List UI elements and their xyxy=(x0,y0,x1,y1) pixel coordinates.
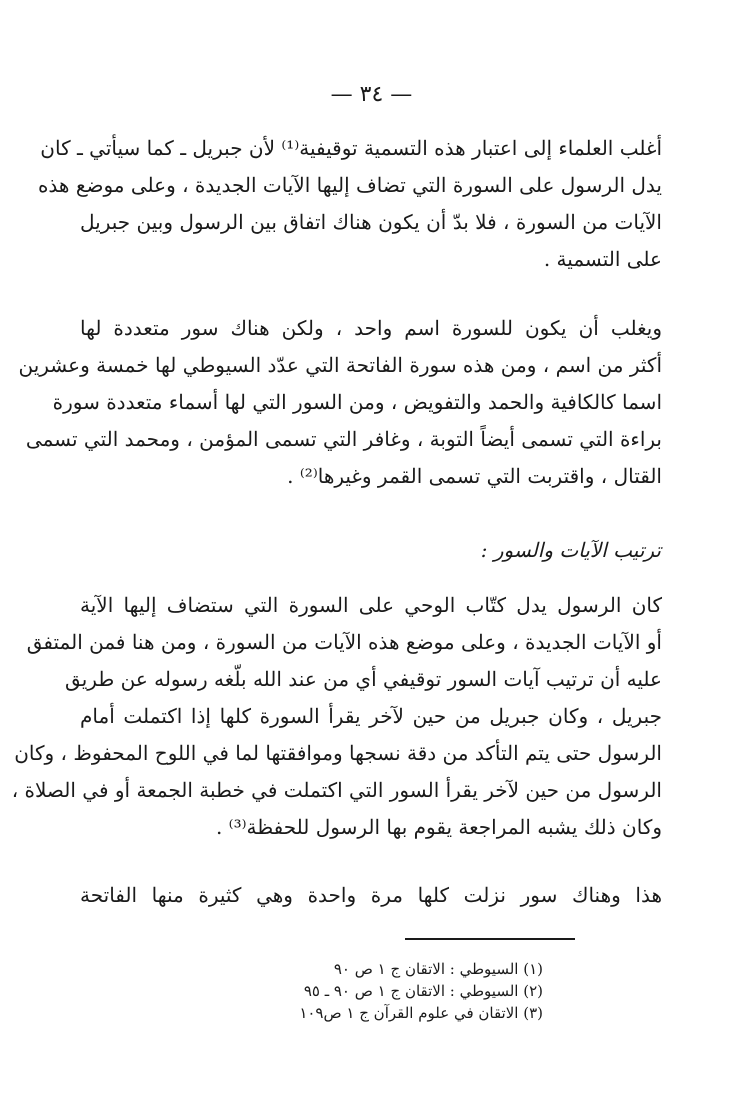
text-line: ويغلب أن يكون للسورة اسم واحد ، ولكن هناك سور متعددة لها xyxy=(80,316,662,340)
footnote-1: (١) السيوطي : الاتقان ج ١ ص ٩٠ xyxy=(333,960,543,978)
text-line: كان الرسول يدل كتّاب الوحي على السورة التي ستضاف إليها الآية xyxy=(80,593,662,617)
footnotes xyxy=(299,958,543,1024)
footnote-3: (٣) الاتقان في علوم القرآن ج ١ ص١٠٩ xyxy=(299,1004,543,1022)
text-line: أو الآيات الجديدة ، وعلى موضع هذه الآيات من السورة ، ومن هنا فمن المتفق xyxy=(26,630,662,654)
section-heading: ترتيب الآيات والسور : xyxy=(480,538,661,562)
text-line: على التسمية . xyxy=(543,247,662,271)
text-line: وكان ذلك يشبه المراجعة يقوم بها الرسول للحفظة⁽³⁾ . xyxy=(215,815,662,839)
text-line: اسما كالكافية والحمد والتفويض ، ومن السور التي لها أسماء متعددة سورة xyxy=(52,390,662,414)
text-line: أغلب العلماء إلى اعتبار هذه التسمية توقيفية⁽¹⁾ لأن جبريل ـ كما سيأتي ـ كان xyxy=(40,136,662,160)
text-line: هذا وهناك سور نزلت كلها مرة واحدة وهي كثيرة منها الفاتحة xyxy=(80,883,662,907)
paragraph-verse-order xyxy=(11,587,662,846)
text-line: الآيات من السورة ، فلا بدّ أن يكون هناك اتفاق بين الرسول وبين جبريل xyxy=(80,210,662,234)
text-line: أكثر من اسم ، ومن هذه سورة الفاتحة التي عدّد السيوطي لها خمسة وعشرين xyxy=(18,353,662,377)
text-line: جبريل ، وكان جبريل من حين لآخر يقرأ السورة كلها إذا اكتملت أمام xyxy=(80,704,662,728)
paragraph-surah-names xyxy=(18,310,662,495)
text-line: الرسول من حين لآخر يقرأ السور التي اكتملت في خطبة الجمعة أو في الصلاة ، xyxy=(11,778,662,802)
paragraph-single-revelation xyxy=(80,877,662,914)
footnote-2: (٢) السيوطي : الاتقان ج ١ ص ٩٠ ـ ٩٥ xyxy=(303,982,543,1000)
text-line: الرسول حتى يتم التأكد من دقة نسجها وموافقتها لما في اللوح المحفوظ ، وكان xyxy=(14,741,662,765)
page-number: — ٣٤ — xyxy=(330,82,413,107)
text-line: يدل الرسول على السورة التي تضاف إليها الآيات الجديدة ، وعلى موضع هذه xyxy=(37,173,662,197)
text-line: عليه أن ترتيب آيات السور توقيفي أي من عند الله بلّغه رسوله عن طريق xyxy=(65,667,662,691)
text-line: براءة التي تسمى أيضاً التوبة ، وغافر التي تسمى المؤمن ، ومحمد التي تسمى xyxy=(25,427,662,451)
footnote-divider xyxy=(405,938,575,940)
text-line: القتال ، واقتربت التي تسمى القمر وغيرها⁽²⁾ . xyxy=(287,464,662,488)
paragraph-naming-tawqifi xyxy=(37,130,662,278)
